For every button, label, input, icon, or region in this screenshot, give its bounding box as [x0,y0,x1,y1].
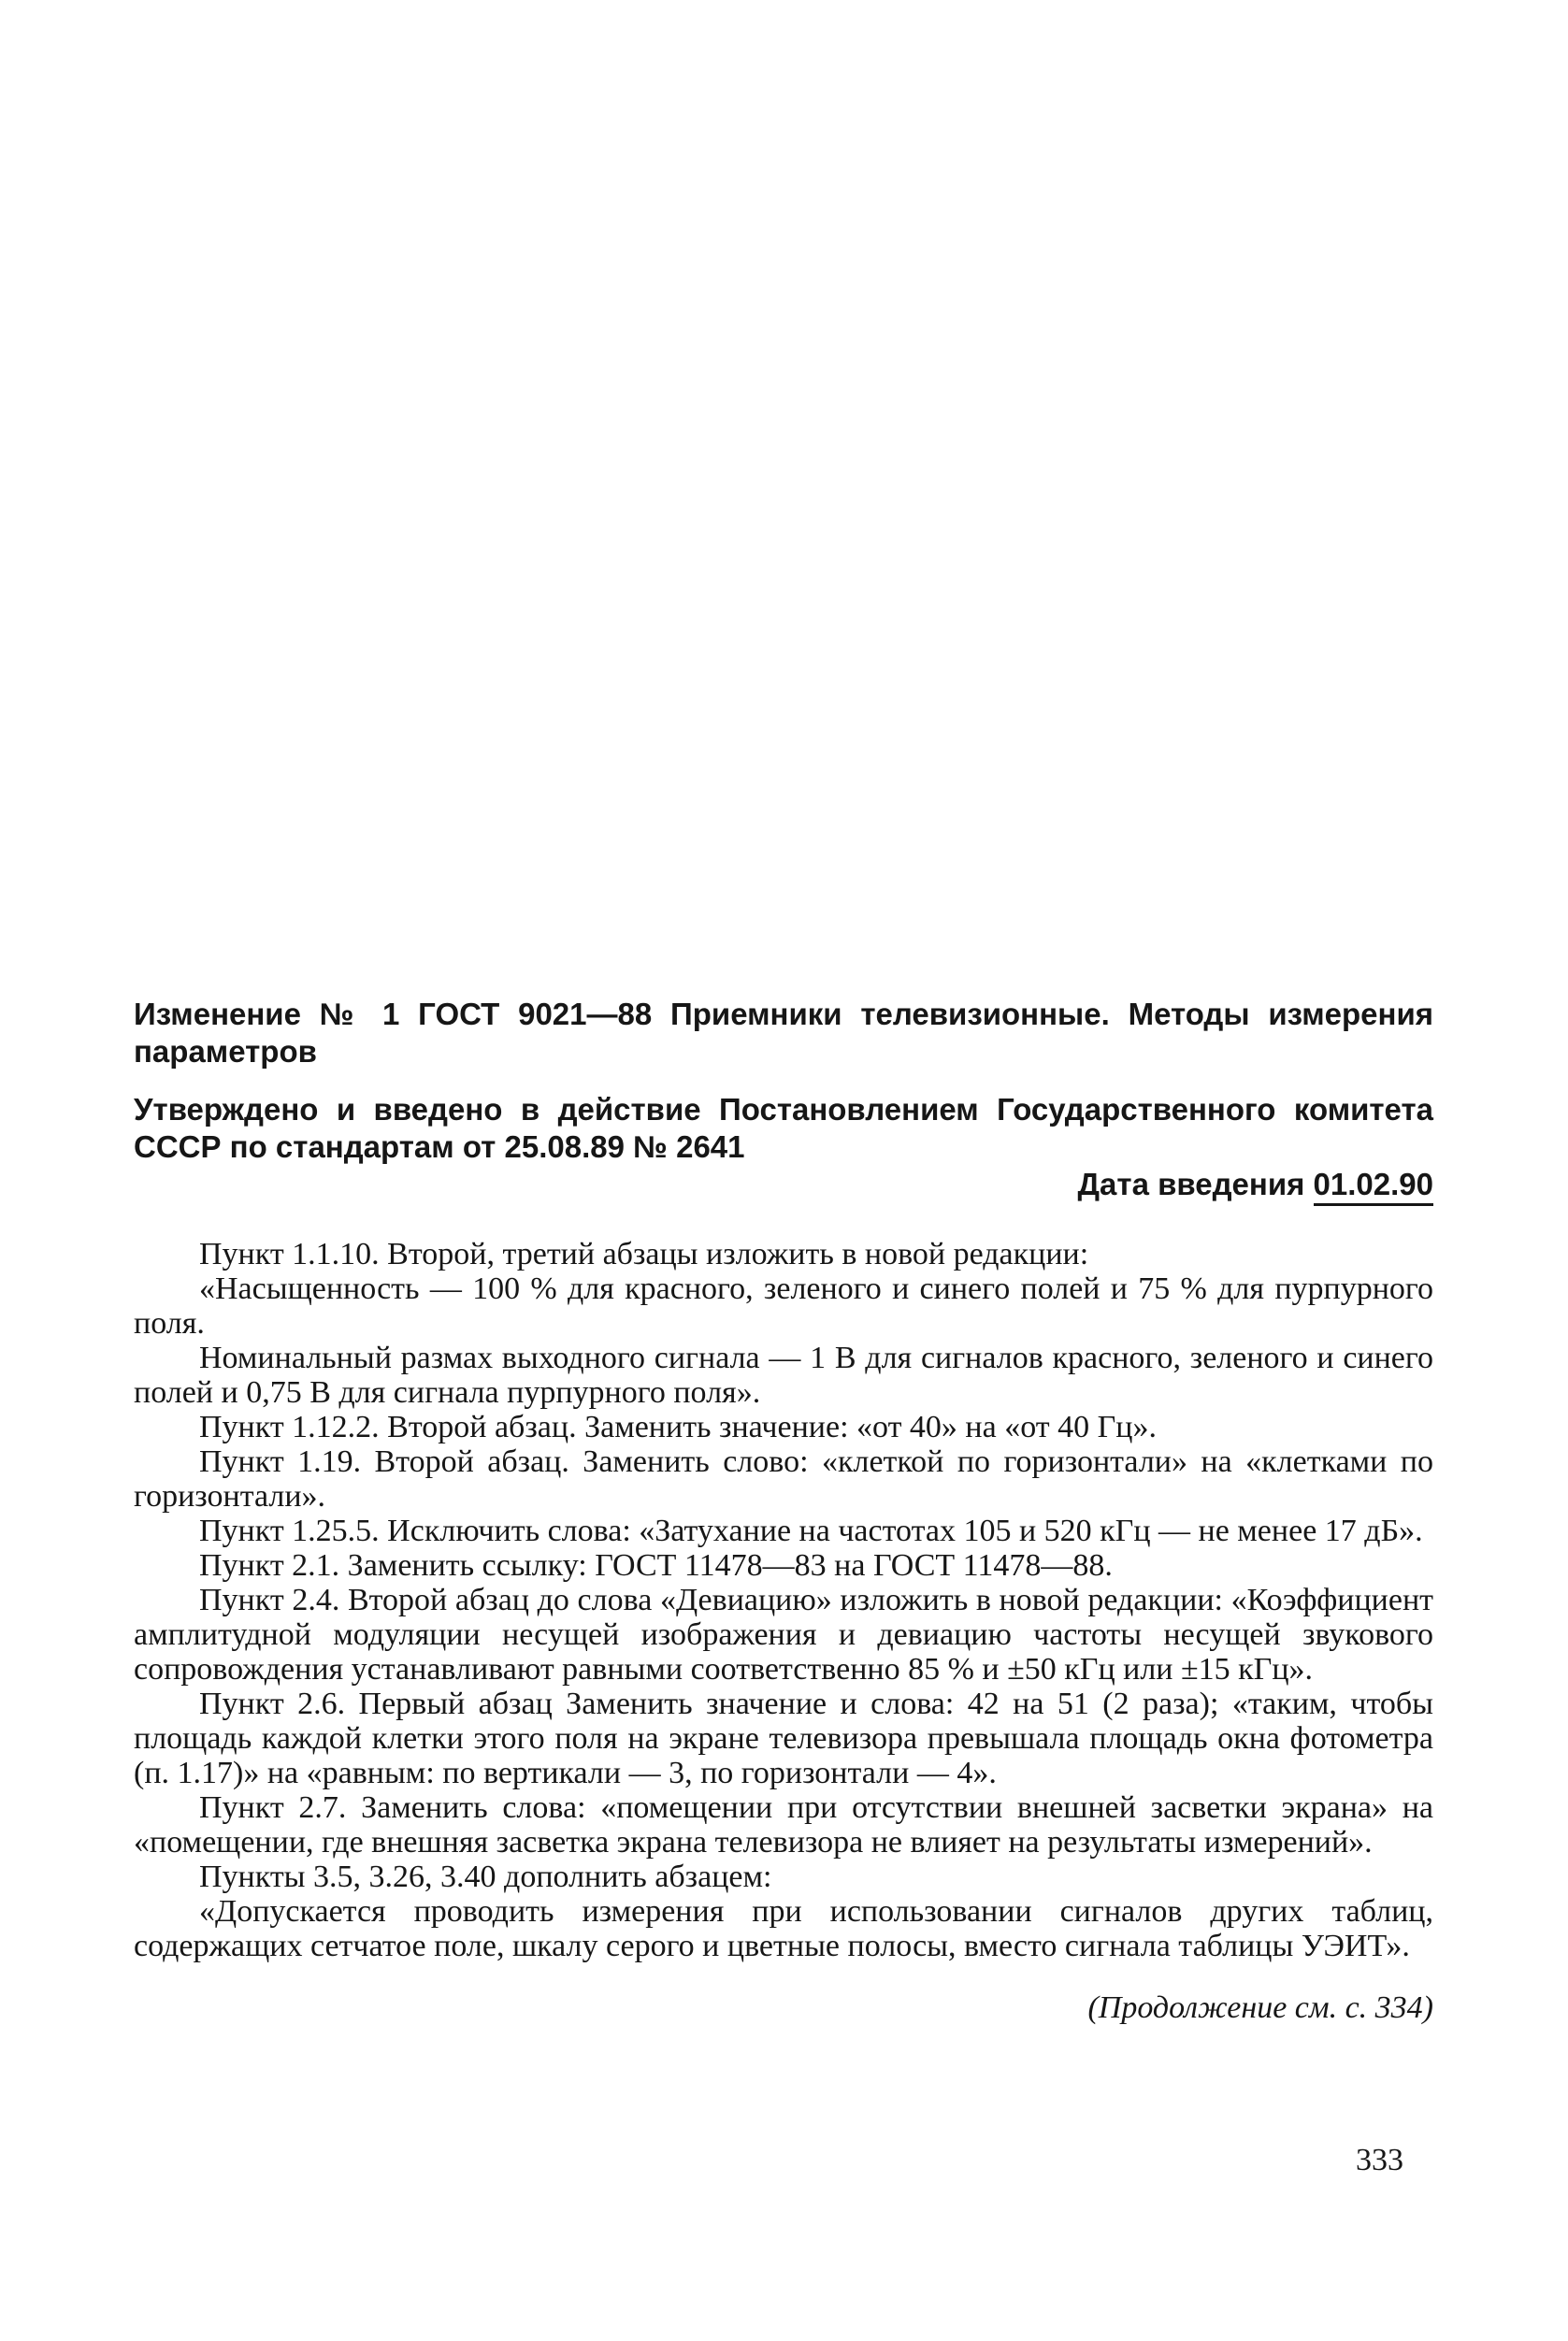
approval-statement: Утверждено и введено в действие Постановлением Государственного комитета СССР по стандартам от 25.08.89 № 2641 [134,1092,1433,1164]
page-number: 333 [1356,2143,1403,2177]
paragraph: Пункт 2.7. Заменить слова: «помещении при отсутствии внешней засветки экрана» на «помещении, где внешняя засветка экрана телевизора не влияет на результаты измерений». [134,1790,1433,1860]
paragraph: Пункт 2.1. Заменить ссылку: ГОСТ 11478—83 на ГОСТ 11478—88. [199,1548,1113,1583]
paragraph: Пункт 1.12.2. Второй абзац. Заменить значение: «от 40» на «от 40 Гц». [199,1410,1157,1444]
date-label: Дата введения [1077,1167,1305,1201]
paragraph: Пункты 3.5, 3.26, 3.40 дополнить абзацем: [199,1860,772,1894]
paragraph: Номинальный размах выходного сигнала — 1 В для сигналов красного, зеленого и синего полей и 0,75 В для сигнала пурпурного поля». [134,1341,1433,1410]
introduction-date [134,1166,1433,1203]
paragraph: Пункт 2.4. Второй абзац до слова «Девиацию» изложить в новой редакции: «Коэффициент амплитудной модуляции несущей изображения и девиацию частоты несущей звукового сопровождения устанавливают равными соответственно 85 % и ±50 кГц или ±15 кГц». [134,1583,1433,1687]
document-title: Изменение № 1 ГОСТ 9021—88 Приемники телевизионные. Методы измерения параметров [134,997,1433,1069]
continuation-note: (Продолжение см. с. 334) [1087,1990,1433,2025]
paragraph: Пункт 1.1.10. Второй, третий абзацы изложить в новой редакции: [199,1237,1089,1271]
paragraph: «Допускается проводить измерения при использовании сигналов других таблиц, содержащих сетчатое поле, шкалу серого и цветные полосы, вместо сигнала таблицы УЭИТ». [134,1894,1433,1963]
date-value: 01.02.90 [1314,1167,1433,1206]
paragraph: «Насыщенность — 100 % для красного, зеленого и синего полей и 75 % для пурпурного поля. [134,1271,1433,1341]
paragraph: Пункт 2.6. Первый абзац Заменить значение и слова: 42 на 51 (2 раза); «таким, чтобы площадь каждой клетки этого поля на экране телевизора превышала площадь окна фотометра (п. 1.17)» на «равным: по вертикали — 3, по горизонтали — 4». [134,1687,1433,1790]
paragraph: Пункт 1.25.5. Исключить слова: «Затухание на частотах 105 и 520 кГц — не менее 17 дБ». [199,1514,1423,1548]
paragraph: Пункт 1.19. Второй абзац. Заменить слово: «клеткой по горизонтали» на «клетками по горизонтали». [134,1444,1433,1514]
document-page [134,996,1433,2027]
